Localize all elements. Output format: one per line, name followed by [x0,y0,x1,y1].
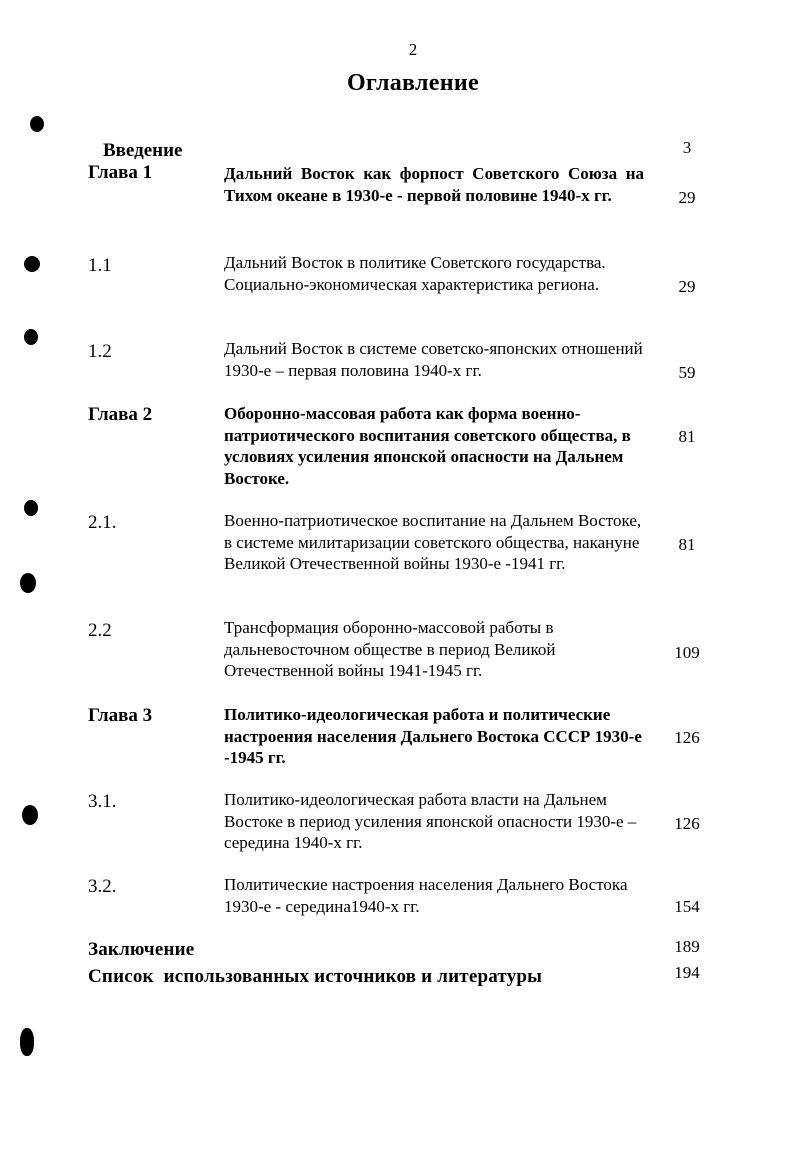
toc-ch2-text: Оборонно-массовая работа как форма военно-патриотического воспитания советского общества, в условиях усиления японской опасности на Дальнем Востоке. [224,404,631,488]
toc-s1-2-page: 59 [678,363,696,382]
toc-s3-2-label: 3.2. [88,876,117,897]
toc-ch1-label: Глава 1 [88,162,153,183]
toc-s3-1-label: 3.1. [88,791,117,812]
toc-s1-2-label: 1.2 [88,341,112,362]
toc-ch2-page: 81 [678,427,696,446]
toc-s3-2-text: Политические настроения населения Дальнего Востока 1930-е - середина1940-х гг. [224,875,628,916]
toc-s2-2-page: 109 [674,643,700,662]
toc-s2-2-label: 2.2 [88,620,112,641]
toc-conclusion-page: 189 [674,937,700,956]
toc-intro-page: 3 [682,138,692,157]
toc-sources-page: 194 [674,963,700,982]
toc-s2-2-text: Трансформация оборонно-массовой работы в дальневосточном обществе в период Великой Отечественной войны 1941-1945 гг. [224,618,556,680]
toc-ch2-label: Глава 2 [88,404,153,425]
toc-s2-1-text: Военно-патриотическое воспитание на Дальнем Востоке, в системе милитаризации советского общества, накануне Великой Отечественной войны 1930-е -1941 гг. [224,511,642,573]
page-number: 2 [408,40,418,59]
toc-ch3-label: Глава 3 [88,705,153,726]
toc-sources-label: Список использованных источников и литературы [88,966,543,987]
toc-s1-2-text: Дальний Восток в системе советско-японских отношений 1930-е – первая половина 1940-х гг. [224,339,643,380]
page-title: Оглавление [347,70,479,96]
toc-ch3-page: 126 [674,728,700,747]
toc-ch3-text: Политико-идеологическая работа и политические настроения населения Дальнего Востока СССР 1930-е -1945 гг. [224,705,642,767]
toc-s1-1-label: 1.1 [88,255,112,276]
toc-ch1-text: Дальний Восток как форпост Советского Союза на Тихом океане в 1930-е - первой половине 1940-х гг. [224,164,644,205]
toc-s1-1-page: 29 [678,277,696,296]
toc-s3-1-page: 126 [674,814,700,833]
toc-s1-1-text: Дальний Восток в политике Советского государства. Социально-экономическая характеристика региона. [224,253,606,294]
toc-s2-1-page: 81 [678,535,696,554]
toc-intro-label: Введение [103,140,183,161]
toc-ch1-page: 29 [678,188,696,207]
toc-conclusion-label: Заключение [88,939,195,960]
toc-s2-1-label: 2.1. [88,512,117,533]
toc-s3-2-page: 154 [674,897,700,916]
toc-s3-1-text: Политико-идеологическая работа власти на Дальнем Востоке в период усиления японской опасности 1930-е – середина 1940-х гг. [224,790,637,852]
